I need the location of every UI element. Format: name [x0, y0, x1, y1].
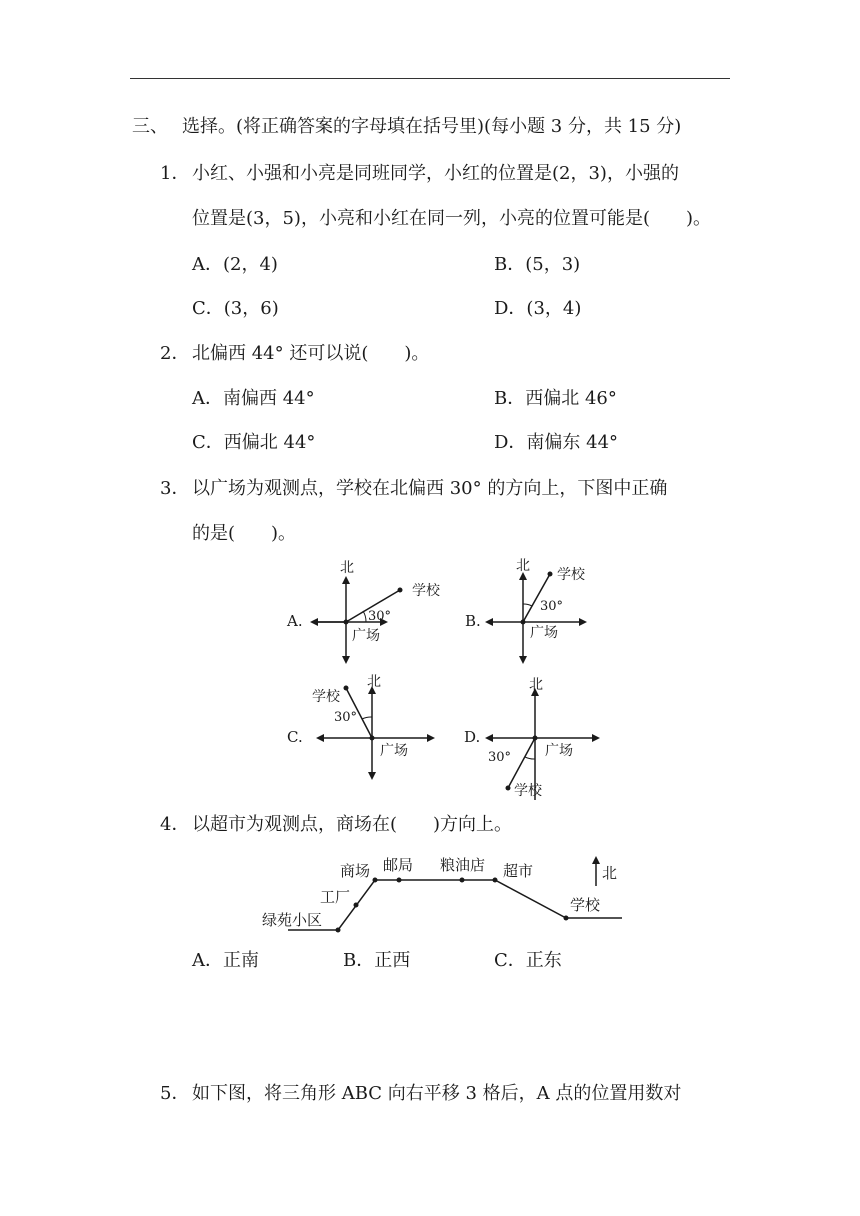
q4-label-factory: 工厂: [320, 888, 351, 906]
q3-c-north-label: 北: [367, 674, 381, 690]
q2-option-c[interactable]: C．西偏北 44°: [192, 432, 316, 453]
q3-panel-b-label: B.: [465, 612, 481, 630]
q3-a-school-label: 学校: [412, 583, 440, 599]
q3-panel-c-label: C.: [287, 728, 303, 746]
q3-line-1: 以广场为观测点，学校在北偏西 30° 的方向上，下图中正确: [192, 478, 668, 499]
q3-c-angle-label: 30°: [334, 710, 358, 725]
section-title: 选择。(将正确答案的字母填在括号里)(每小题 3 分，共 15 分): [182, 116, 682, 137]
q1-option-d[interactable]: D．(3，4): [494, 298, 582, 319]
q4-dot-grain: [460, 878, 465, 883]
q4-label-lvyuan: 绿苑小区: [262, 911, 323, 929]
q4-option-b[interactable]: B．正西: [343, 950, 411, 971]
q2-line-1: 北偏西 44° 还可以说( )。: [192, 343, 430, 364]
q4-dot-lvyuan: [336, 928, 341, 933]
q3-number: 3．: [160, 478, 190, 499]
q4-dot-post: [397, 878, 402, 883]
q4-label-school: 学校: [570, 896, 601, 914]
q5-line-1: 如下图，将三角形 ABC 向右平移 3 格后，A 点的位置用数对: [192, 1083, 682, 1104]
q3-c-school-label: 学校: [312, 689, 340, 705]
q4-line-1: 以超市为观测点，商场在( )方向上。: [192, 814, 513, 835]
q3-d-north-label: 北: [529, 677, 543, 693]
q1-option-c[interactable]: C．(3，6): [192, 298, 279, 319]
q2-option-a[interactable]: A．南偏西 44°: [192, 388, 315, 409]
q1-number: 1．: [160, 163, 190, 184]
q1-option-a[interactable]: A．(2，4): [192, 254, 278, 275]
q4-north-label: 北: [602, 864, 618, 882]
q4-dot-school: [564, 916, 569, 921]
q4-number: 4．: [160, 814, 190, 835]
q3-panel-a-label: A.: [287, 612, 303, 630]
q3-b-north-label: 北: [516, 558, 530, 574]
q3-d-school-label: 学校: [514, 783, 542, 799]
q4-dot-mall: [373, 878, 378, 883]
q3-a-square-label: 广场: [352, 628, 380, 644]
section-number: 三、: [132, 116, 168, 137]
q3-c-square-label: 广场: [380, 743, 408, 759]
q4-option-a[interactable]: A．正南: [192, 950, 259, 971]
q3-b-square-label: 广场: [530, 625, 558, 641]
q1-line-1: 小红、小强和小亮是同班同学，小红的位置是(2，3)，小强的: [192, 163, 679, 184]
q4-label-market: 超市: [503, 862, 534, 880]
q2-option-b[interactable]: B．西偏北 46°: [494, 388, 617, 409]
q3-line-2: 的是( )。: [192, 523, 297, 544]
q1-option-b[interactable]: B．(5，3): [494, 254, 581, 275]
q3-d-square-label: 广场: [545, 743, 573, 759]
q2-number: 2．: [160, 343, 190, 364]
q3-b-school-label: 学校: [557, 567, 585, 583]
q3-d-angle-label: 30°: [488, 750, 512, 765]
q4-label-grain: 粮油店: [440, 856, 486, 874]
q2-option-d[interactable]: D．南偏东 44°: [494, 432, 619, 453]
q4-label-mall: 商场: [340, 862, 371, 880]
q4-option-c[interactable]: C．正东: [494, 950, 562, 971]
q3-panel-d-label: D.: [464, 728, 481, 746]
q4-dot-factory: [354, 903, 359, 908]
q4-dot-market: [493, 878, 498, 883]
q5-number: 5．: [160, 1083, 190, 1104]
q3-a-north-label: 北: [340, 560, 354, 576]
q3-b-angle-label: 30°: [540, 599, 564, 614]
q3-a-angle-label: 30°: [368, 609, 392, 624]
q1-line-2: 位置是(3，5)，小亮和小红在同一列，小亮的位置可能是( )。: [192, 208, 711, 229]
q4-label-post: 邮局: [383, 856, 414, 874]
